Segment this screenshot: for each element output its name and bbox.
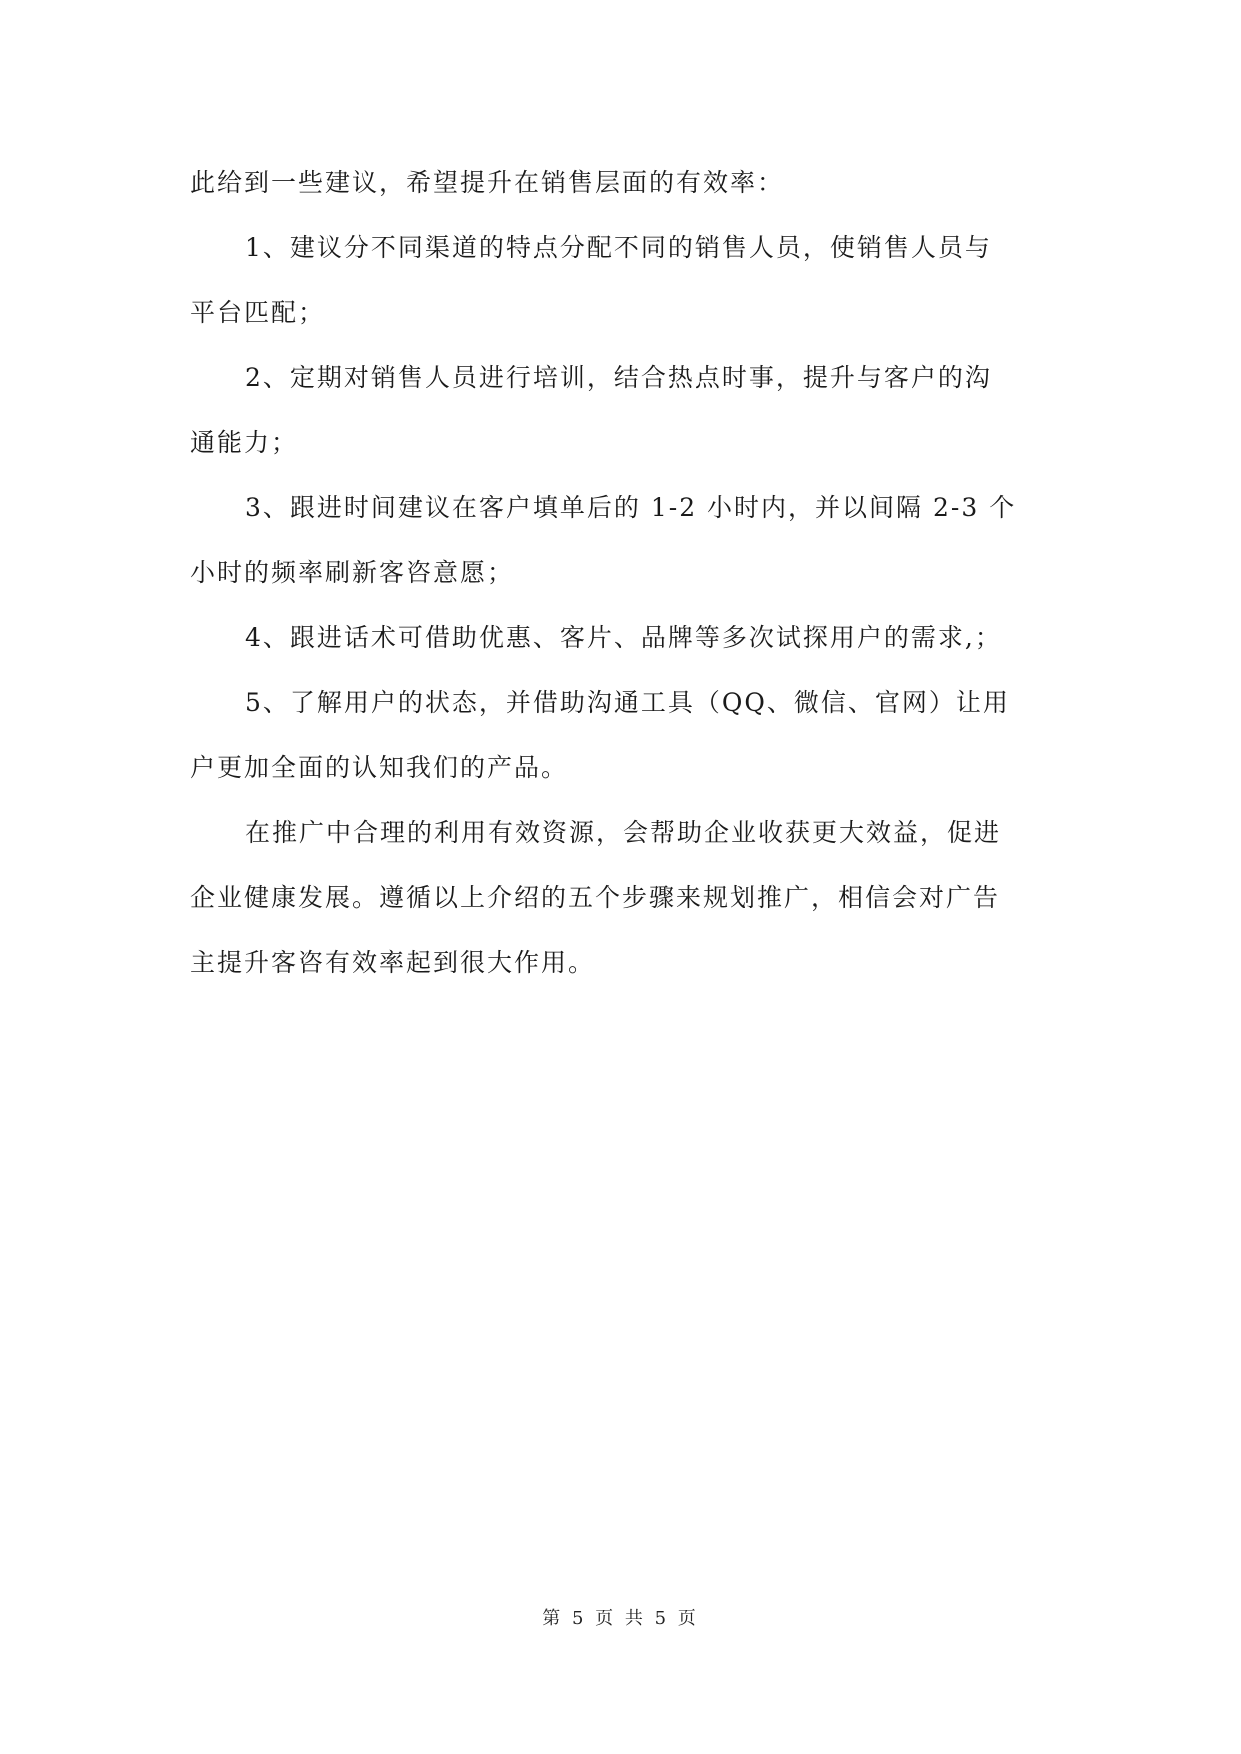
list-item-3-continuation: 小时的频率刷新客咨意愿； <box>190 558 515 587</box>
page-number-footer: 第 5 页 共 5 页 <box>542 1608 699 1629</box>
list-item-5: 5、了解用户的状态，并借助沟通工具（QQ、微信、官网）让用 <box>245 688 1010 717</box>
conclusion-paragraph-line: 主提升客咨有效率起到很大作用。 <box>190 948 596 977</box>
conclusion-paragraph-line: 在推广中合理的利用有效资源，会帮助企业收获更大效益，促进 <box>245 818 1002 847</box>
list-item-2: 2、定期对销售人员进行培训，结合热点时事，提升与客户的沟 <box>245 363 992 392</box>
list-item-4: 4、跟进话术可借助优惠、客片、品牌等多次试探用户的需求,； <box>245 623 1002 652</box>
document-body <box>190 158 1060 1003</box>
list-item-1: 1、建议分不同渠道的特点分配不同的销售人员，使销售人员与 <box>245 233 992 262</box>
list-item-2-continuation: 通能力； <box>190 428 299 457</box>
list-item-1-continuation: 平台匹配； <box>190 298 326 327</box>
list-item-5-continuation: 户更加全面的认知我们的产品。 <box>190 753 569 782</box>
conclusion-paragraph-line: 企业健康发展。遵循以上介绍的五个步骤来规划推广，相信会对广告 <box>190 883 1001 912</box>
list-item-3: 3、跟进时间建议在客户填单后的 1-2 小时内，并以间隔 2-3 个 <box>245 493 1017 522</box>
paragraph-line: 此给到一些建议，希望提升在销售层面的有效率： <box>190 168 785 197</box>
